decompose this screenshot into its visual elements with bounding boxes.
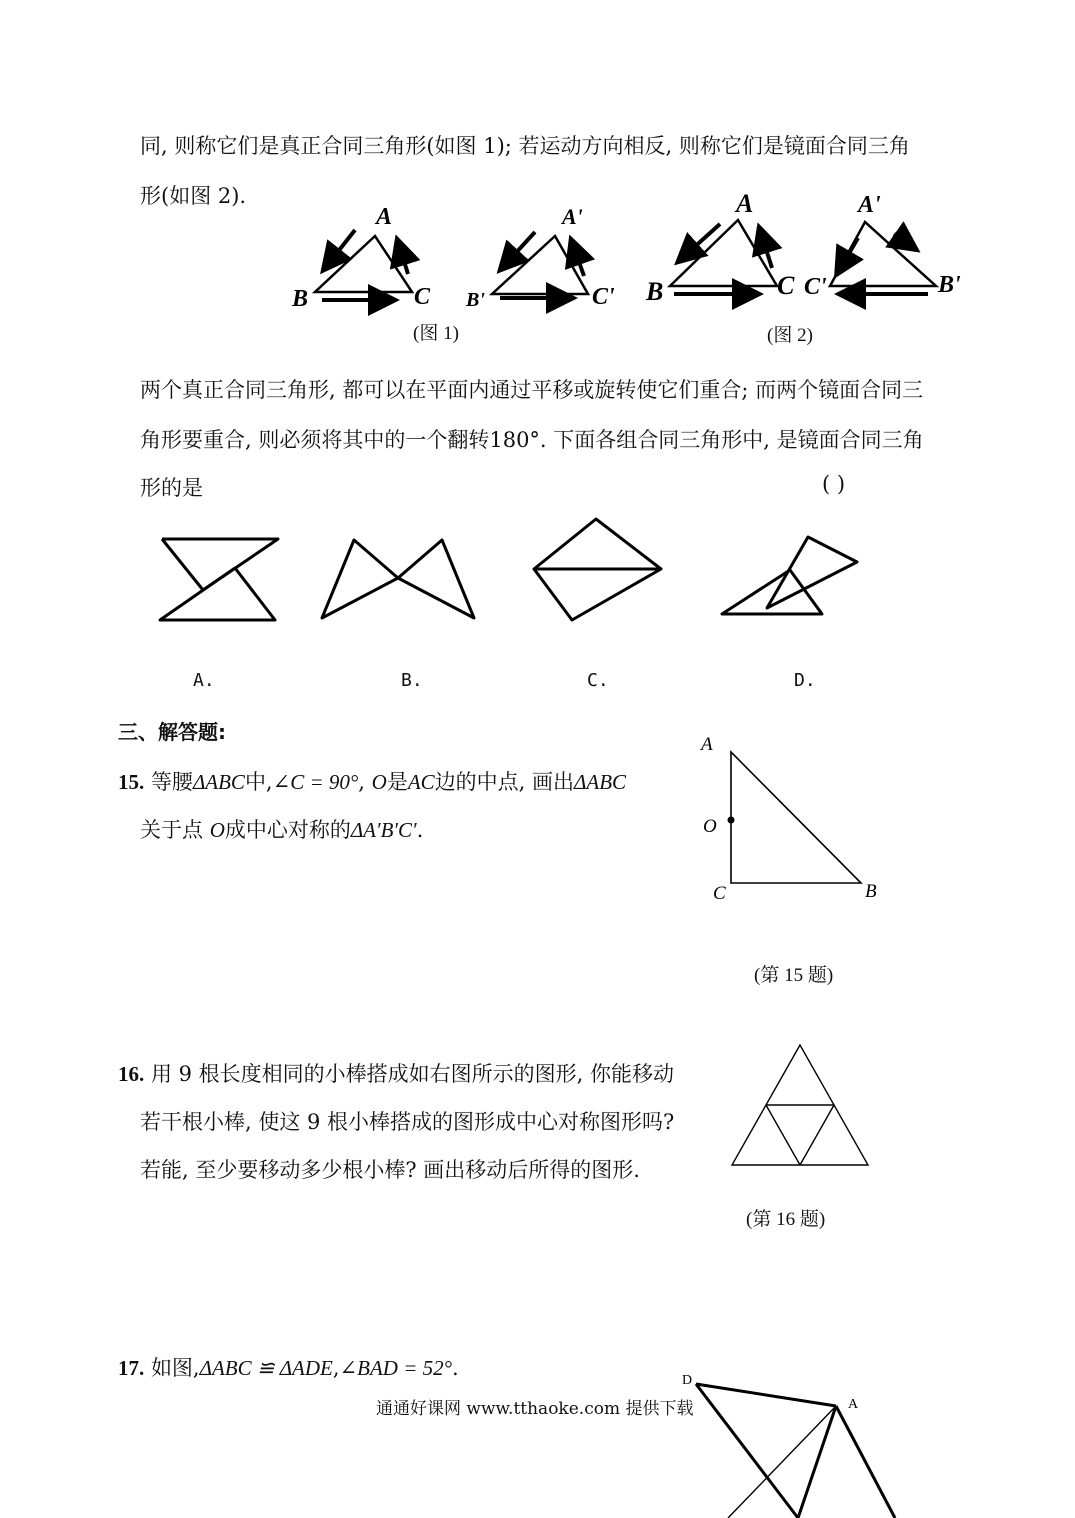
q16-figure [725,1040,875,1170]
fig1-caption: (图 1) [413,323,459,344]
option-d-figure [722,537,857,614]
fig1-label-b: B [292,286,309,312]
q15-point-o-2: O [209,818,225,842]
footer-text: 通通好课网 www.tthaoke.com 提供下载 [376,1399,694,1419]
fig1-label-b-prime: B' [466,289,485,311]
paragraph-line-3: 形的是 [140,476,203,500]
option-a-figure [160,539,278,620]
section-title: 三、解答题: [118,720,226,744]
q15-fig-label-b: B [865,881,877,902]
q15-line-2 [140,814,423,844]
fig2-label-c: C [777,271,795,300]
fig2-triangle-a1b1c1 [830,222,936,294]
q16-line-2: 若干根小棒, 使这 9 根小棒搭成的图形成中心对称图形吗? [140,1110,675,1134]
q15-point-o-dot [728,817,735,824]
q16-text-1: 用 9 根长度相同的小棒搭成如右图所示的图形, 你能移动 [150,1062,674,1086]
option-c-figure [534,519,661,620]
fig1-label-c: C [414,284,431,310]
fig2-label-b: B [646,277,664,306]
q16-line-1 [118,1058,674,1088]
option-d-label: D. [794,670,816,691]
q15-number: 15. [118,770,145,794]
option-b-figure [322,540,474,618]
q16-number: 16. [118,1062,145,1086]
q15-point-o: O [371,770,387,794]
q16-line-3: 若能, 至少要移动多少根小棒? 画出移动后所得的图形. [140,1158,640,1182]
q15-triangle-abc: ΔABC [192,770,245,794]
q16-stick-triangles [732,1045,868,1165]
q15-text-line2-a: 关于点 [140,818,203,842]
q15-fig-label-a: A [701,734,713,755]
q15-text-e: 边的中点, 画出 [434,770,575,794]
q17-number: 17. [118,1356,145,1380]
paragraph-line-1: 两个真正合同三角形, 都可以在平面内通过平移或旋转使它们重合; 而两个镜面合同三 [140,378,924,402]
q17-period: . [452,1356,459,1380]
fig1-label-a-prime: A' [562,204,583,229]
q15-period: . [416,818,424,842]
option-c-label: C. [587,670,609,691]
intro-line-1: 同, 则称它们是真正合同三角形(如图 1); 若运动方向相反, 则称它们是镜面合同三角 [140,134,910,158]
fig2-caption: (图 2) [767,325,813,346]
q15-text-b: 中, [244,770,273,794]
fig2-label-b-prime: B' [938,272,961,298]
q15-text-line2-b: 成中心对称的 [224,818,351,842]
q17-figure [680,1368,920,1518]
motion-triangles-figure [280,190,980,350]
q17-angle: ∠BAD = 52° [339,1356,453,1380]
paragraph-line-2: 角形要重合, 则必须将其中的一个翻转180°. 下面各组合同三角形中, 是镜面合同三角 [140,428,924,452]
q15-comma: , [358,770,365,794]
q15-line-1 [118,766,626,796]
q17-text-a: 如图, [150,1356,200,1380]
q15-figure [695,732,895,902]
q15-fig-label-c: C [713,883,726,904]
q15-caption: (第 15 题) [754,965,834,986]
q15-angle: ∠C = 90° [272,770,359,794]
q17-congruence: ΔABC ≌ ΔADE [199,1356,333,1380]
q17-line-1 [118,1352,459,1382]
fig1-label-c-prime: C' [592,284,615,310]
option-a-label: A. [193,670,215,691]
q15-triangle-prime: ΔA′B′C′ [350,818,417,842]
q15-side-ac: AC [407,770,435,794]
q15-text-a: 等腰 [150,770,193,794]
fig2-label-a: A [736,189,754,218]
intro-line-2: 形(如图 2). [140,184,247,208]
fig1-label-a: A [376,204,393,230]
q15-fig-label-o: O [703,816,717,837]
q17-comma: , [332,1356,340,1380]
q17-fig-label-a: A [848,1397,859,1412]
fig2-label-c-prime: C' [804,274,827,300]
fig1-triangle-a1b1c1 [492,232,588,298]
fig1-triangle-abc [315,230,412,300]
q17-triangles [696,1384,895,1518]
fig2-triangle-abc [670,220,777,294]
option-figures [150,512,930,632]
q15-triangle-abc-2: ΔABC [574,770,627,794]
q16-caption: (第 16 题) [746,1209,826,1230]
answer-bracket: ( ) [822,472,846,496]
q15-text-d: 是 [386,770,408,794]
q17-fig-label-d: D [682,1373,693,1388]
fig2-label-a-prime: A' [858,192,881,218]
option-b-label: B. [401,670,423,691]
q15-right-triangle [731,752,861,883]
